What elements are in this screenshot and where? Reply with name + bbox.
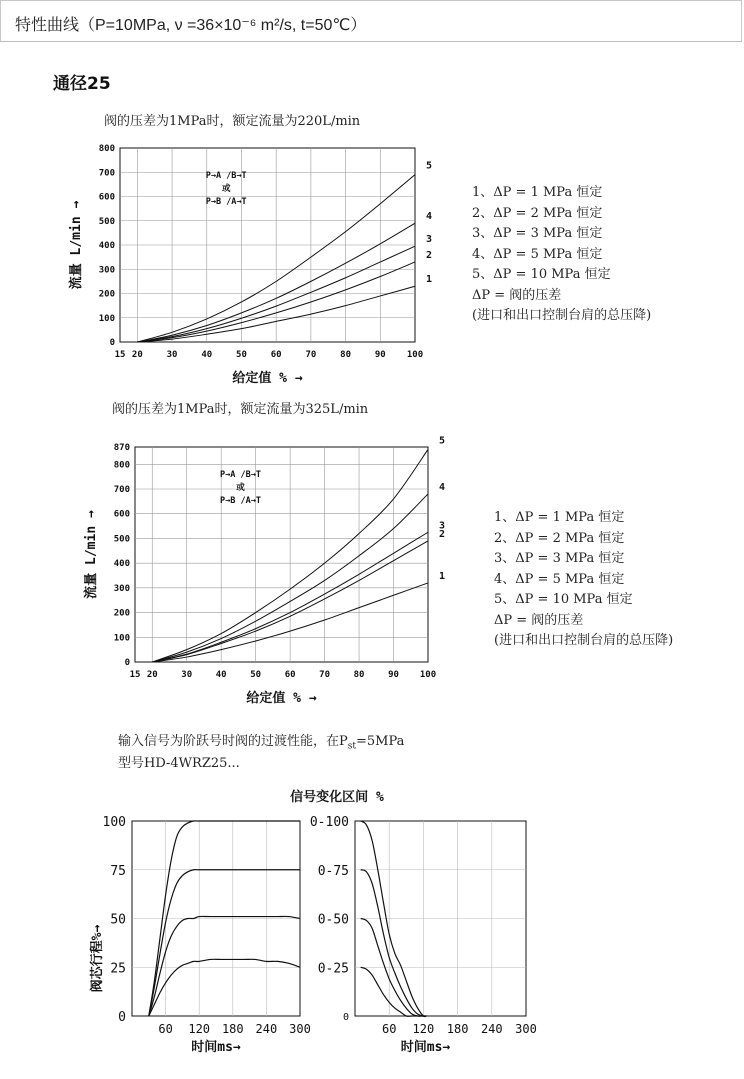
series-label-4: 4 [438, 481, 446, 493]
x-axis-label: 时间ms→ [191, 1040, 241, 1055]
plot-frame [135, 447, 428, 662]
y-tick-label: 600 [98, 192, 115, 203]
y-tick-label: 0 [124, 658, 130, 668]
series-label-1: 1 [425, 274, 433, 286]
x-tick-label: 180 [446, 1022, 469, 1036]
y-tick-label: 700 [98, 168, 115, 179]
legend-item: 4、ΔP = 5 MPa 恒定 [494, 571, 625, 587]
legend-item: 2、ΔP = 2 MPa 恒定 [472, 205, 603, 221]
series-label-2: 2 [425, 249, 433, 261]
y-tick-label: 300 [113, 583, 130, 594]
series-label-3: 3 [438, 520, 446, 532]
x-tick-label: 300 [289, 1022, 311, 1036]
y-axis-label: 流量 L/min → [84, 510, 99, 599]
x-tick-label: 60 [284, 670, 296, 680]
series-label-4: 4 [425, 211, 433, 223]
step-charts-svg [0, 780, 744, 1070]
y-tick-label: 0-50 [317, 912, 349, 928]
header-title: 特性曲线（P=10MPa, ν =36×10⁻⁶ m²/s, t=50℃） [15, 17, 367, 34]
y-tick-label: 75 [110, 863, 126, 879]
annotation-text: P→A /B→T [205, 171, 247, 181]
step-up-line-0-25 [149, 959, 300, 1016]
y-tick-label: 300 [98, 265, 115, 276]
y-tick-label: 500 [98, 216, 115, 227]
annotation-text: 或 [236, 483, 245, 493]
legend-item: ΔP = 阀的压差 [494, 612, 584, 628]
x-tick-label: 300 [515, 1022, 537, 1036]
y-tick-label: 200 [113, 608, 130, 619]
x-tick-label: 20 [146, 670, 158, 680]
step-caption-line2: 型号HD-4WRZ25... [118, 756, 240, 771]
x-tick-label: 100 [419, 670, 437, 680]
y-tick-label: 25 [110, 961, 126, 977]
legend-item: 5、ΔP = 10 MPa 恒定 [472, 267, 611, 282]
legend-item: 4、ΔP = 5 MPa 恒定 [472, 246, 603, 262]
x-tick-label: 100 [406, 350, 424, 360]
y-tick-label: 0-25 [317, 961, 349, 977]
series-label-5: 5 [438, 435, 446, 447]
x-tick-label: 15 [129, 670, 141, 680]
x-tick-label: 120 [188, 1022, 211, 1036]
step-up-line-0-75 [149, 870, 300, 1016]
step-chart-title: 信号变化区间 % [290, 790, 384, 805]
chart1-legend [472, 183, 651, 327]
legend-item: 2、ΔP = 2 MPa 恒定 [494, 530, 625, 546]
x-tick-label: 40 [215, 670, 227, 680]
annotation-text: P→B /A→T [220, 496, 261, 506]
y-tick-label: 50 [110, 912, 126, 928]
x-tick-label: 240 [255, 1022, 278, 1036]
legend-item: 1、ΔP = 1 MPa 恒定 [472, 185, 603, 200]
x-tick-label: 80 [340, 350, 352, 360]
x-tick-label: 90 [374, 350, 386, 360]
y-tick-label: 400 [98, 241, 115, 251]
annotation-text: P→A /B→T [220, 470, 261, 480]
y-tick-label: 200 [98, 289, 115, 300]
series-label-1: 1 [438, 570, 446, 582]
y-tick-label: 600 [113, 509, 130, 520]
x-axis-label: 给定值 % → [246, 691, 317, 706]
chart2-caption: 阀的压差为1MPa时，额定流量为325L/min [112, 402, 369, 417]
section-title: 通径25 [53, 74, 111, 94]
step-down-line-0-75 [361, 870, 427, 1016]
legend-item: (进口和出口控制台肩的总压降) [472, 308, 652, 323]
x-tick-label: 60 [270, 350, 282, 360]
y-tick-label: 100 [113, 633, 130, 644]
y-tick-label: 800 [113, 460, 130, 471]
series-label-2: 2 [438, 528, 446, 540]
legend-item: 1、ΔP = 1 MPa 恒定 [494, 510, 625, 525]
x-tick-label: 70 [305, 350, 317, 360]
x-tick-label: 15 [114, 350, 126, 360]
legend-item: 3、ΔP = 3 MPa 恒定 [494, 551, 625, 566]
annotation-text: P→B /A→T [205, 197, 247, 207]
y-tick-label: 700 [113, 485, 130, 496]
y-tick-label: 100 [98, 313, 115, 324]
y-tick-label: 0-75 [317, 863, 349, 879]
annotation-text: 或 [221, 184, 231, 194]
x-tick-label: 20 [131, 350, 143, 360]
step-down-line-0-25 [361, 967, 427, 1016]
x-tick-label: 240 [480, 1022, 503, 1036]
chart2-legend [494, 508, 673, 652]
y-axis-label: 流量 L/min → [69, 200, 84, 290]
y-axis-label: 阀芯行程%→ [90, 924, 105, 993]
x-tick-label: 70 [319, 670, 331, 680]
x-tick-label: 90 [388, 670, 399, 680]
x-axis-label: 时间ms→ [400, 1040, 451, 1055]
x-axis-label: 给定值 % → [232, 371, 303, 386]
legend-item: (进口和出口控制台肩的总压降) [494, 633, 674, 648]
y-tick-label: 0-100 [309, 815, 349, 830]
x-tick-label: 180 [221, 1022, 244, 1036]
y-tick-label: 400 [113, 559, 130, 570]
y-tick-label: 0 [118, 1010, 126, 1025]
y-tick-label: 0 [109, 338, 115, 348]
y-tick-label: 870 [113, 443, 130, 453]
x-tick-label: 60 [381, 1022, 397, 1036]
legend-item: ΔP = 阀的压差 [472, 287, 562, 303]
x-tick-label: 50 [250, 670, 262, 680]
series-label-5: 5 [425, 160, 433, 172]
header-bar [0, 0, 742, 42]
x-tick-label: 40 [201, 350, 213, 360]
y-tick-label: 500 [113, 534, 130, 545]
x-tick-label: 30 [181, 670, 193, 680]
chart1-caption: 阀的压差为1MPa时，额定流量为220L/min [104, 114, 361, 129]
legend-item: 3、ΔP = 3 MPa 恒定 [472, 226, 603, 241]
y-tick-label: 800 [98, 144, 115, 154]
series-label-3: 3 [425, 234, 433, 246]
x-tick-label: 120 [412, 1022, 435, 1036]
legend-item: 5、ΔP = 10 MPa 恒定 [494, 592, 633, 607]
x-tick-label: 50 [236, 350, 247, 360]
x-tick-label: 60 [158, 1022, 173, 1036]
step-up-line-0-50 [149, 916, 300, 1016]
x-tick-label-origin: 0 [342, 1012, 349, 1023]
x-tick-label: 30 [166, 350, 178, 360]
y-tick-label: 100 [102, 815, 126, 830]
x-tick-label: 80 [353, 670, 365, 680]
step-caption-line1: 输入信号为阶跃号时阀的过渡性能，在$P_{st}=5MPa$ [118, 734, 405, 752]
